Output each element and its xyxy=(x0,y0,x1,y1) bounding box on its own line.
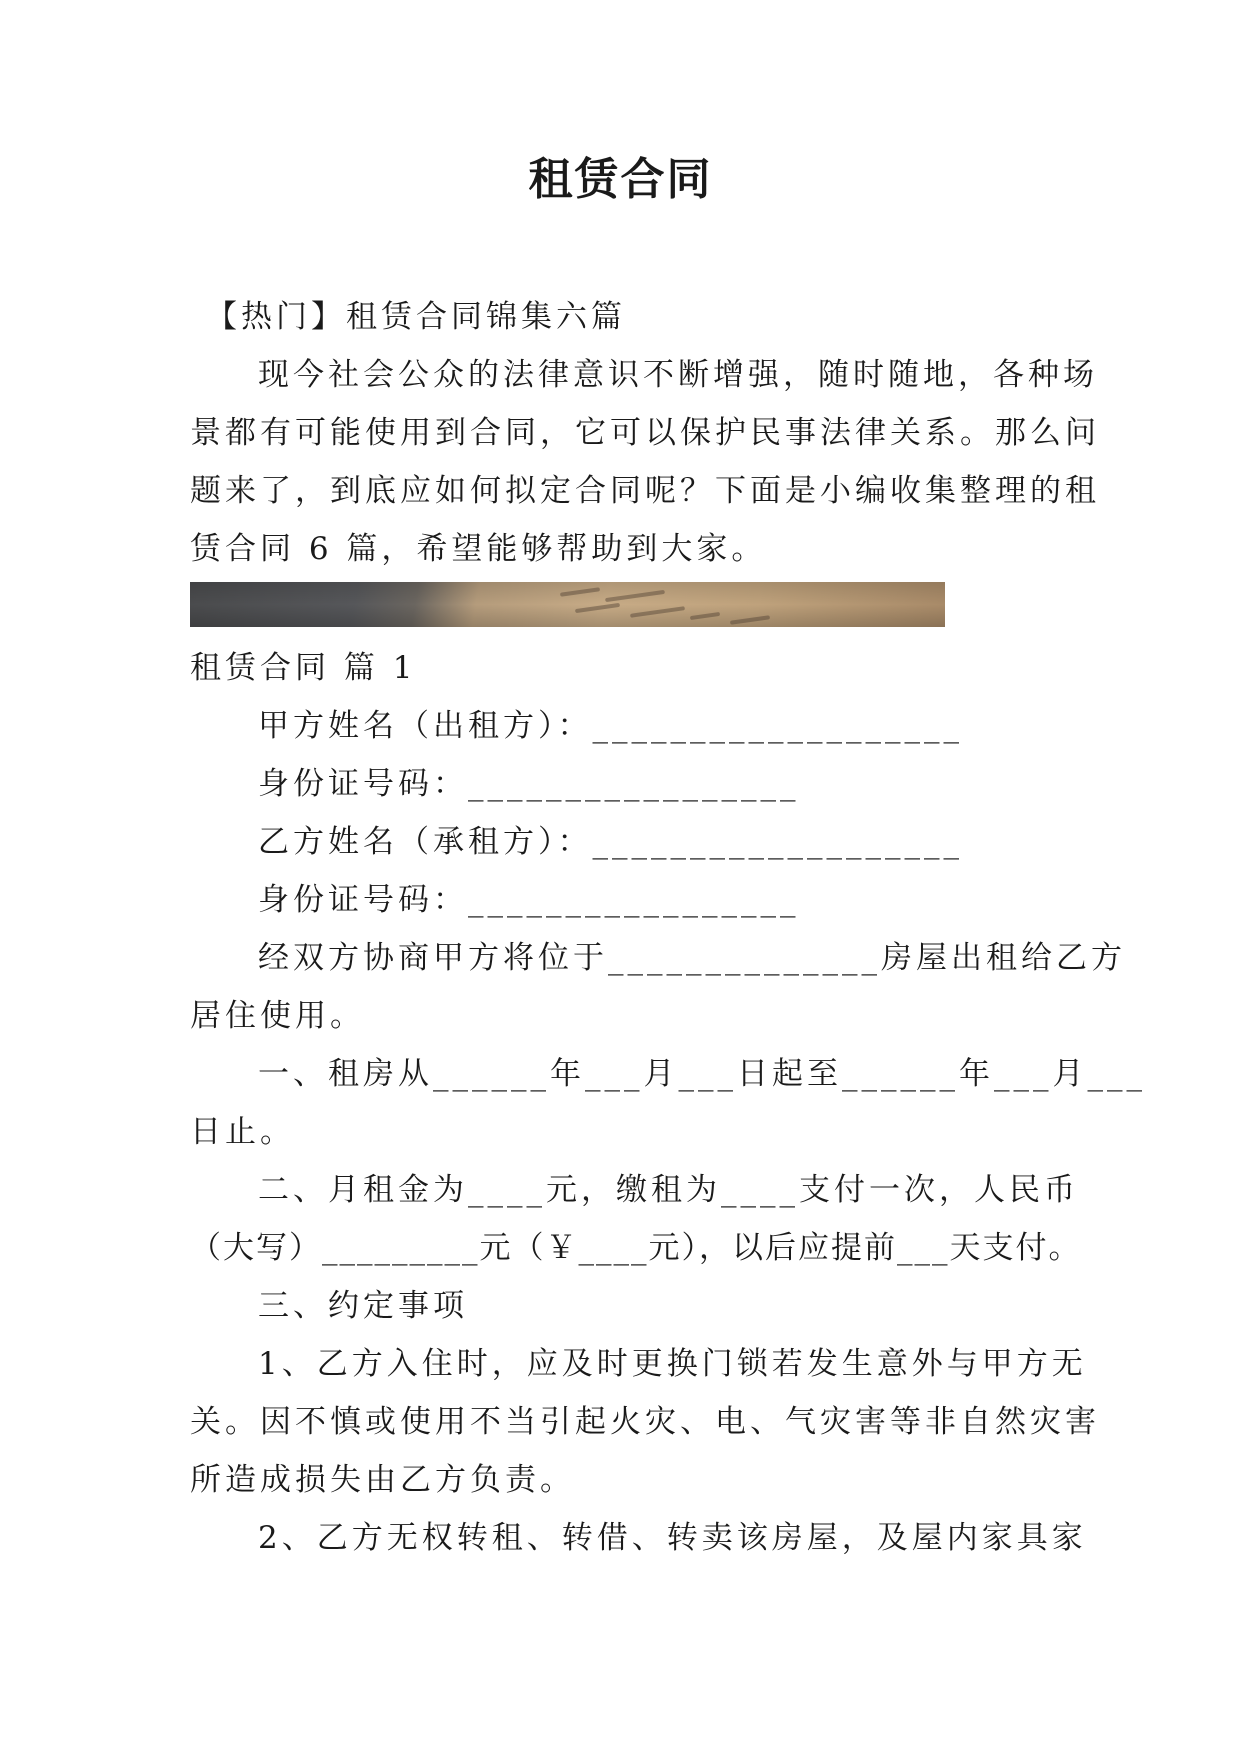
clause-line: 所造成损失由乙方负责。 xyxy=(190,1462,575,1498)
intro-line: 题来了，到底应如何拟定合同呢？下面是小编收集整理的租 xyxy=(190,473,1100,509)
form-field: 甲方姓名（出租方）：___________________ xyxy=(258,708,963,744)
clause-line: 关。因不慎或使用不当引起火灾、电、气灾害等非自然灾害 xyxy=(190,1404,1100,1440)
form-field: 乙方姓名（承租方）：___________________ xyxy=(258,824,963,860)
document-title: 租赁合同 xyxy=(528,154,713,205)
clause-line: 三、约定事项 xyxy=(258,1288,468,1324)
photo-shading xyxy=(190,582,945,627)
intro-line: 景都有可能使用到合同，它可以保护民事法律关系。那么问 xyxy=(190,415,1100,451)
clause-line: 居住使用。 xyxy=(190,998,365,1034)
clause-line: 二、月租金为____元，缴租为____支付一次，人民币 xyxy=(258,1172,1079,1208)
form-field: 身份证号码：_________________ xyxy=(258,882,800,918)
document-heading: 【热门】租赁合同锦集六篇 xyxy=(206,299,626,335)
clause-line: （大写）_________元（￥____元），以后应提前___天支付。 xyxy=(190,1230,1082,1266)
document-body xyxy=(190,288,1146,1567)
intro-line: 现今社会公众的法律意识不断增强，随时随地，各种场 xyxy=(258,357,1098,393)
intro-line: 赁合同 6 篇，希望能够帮助到大家。 xyxy=(190,531,767,567)
clause-line: 2、乙方无权转租、转借、转卖该房屋，及屋内家具家 xyxy=(258,1520,1087,1556)
section-title: 租赁合同 篇 1 xyxy=(190,650,417,686)
contract-photo-image xyxy=(190,582,945,627)
clause-line: 经双方协商甲方将位于______________房屋出租给乙方 xyxy=(258,940,1126,976)
clause-line: 1、乙方入住时，应及时更换门锁若发生意外与甲方无 xyxy=(258,1346,1087,1382)
clause-line: 一、租房从______年___月___日起至______年___月___ xyxy=(258,1056,1146,1092)
clause-line: 日止。 xyxy=(190,1114,295,1150)
form-field: 身份证号码：_________________ xyxy=(258,766,800,802)
